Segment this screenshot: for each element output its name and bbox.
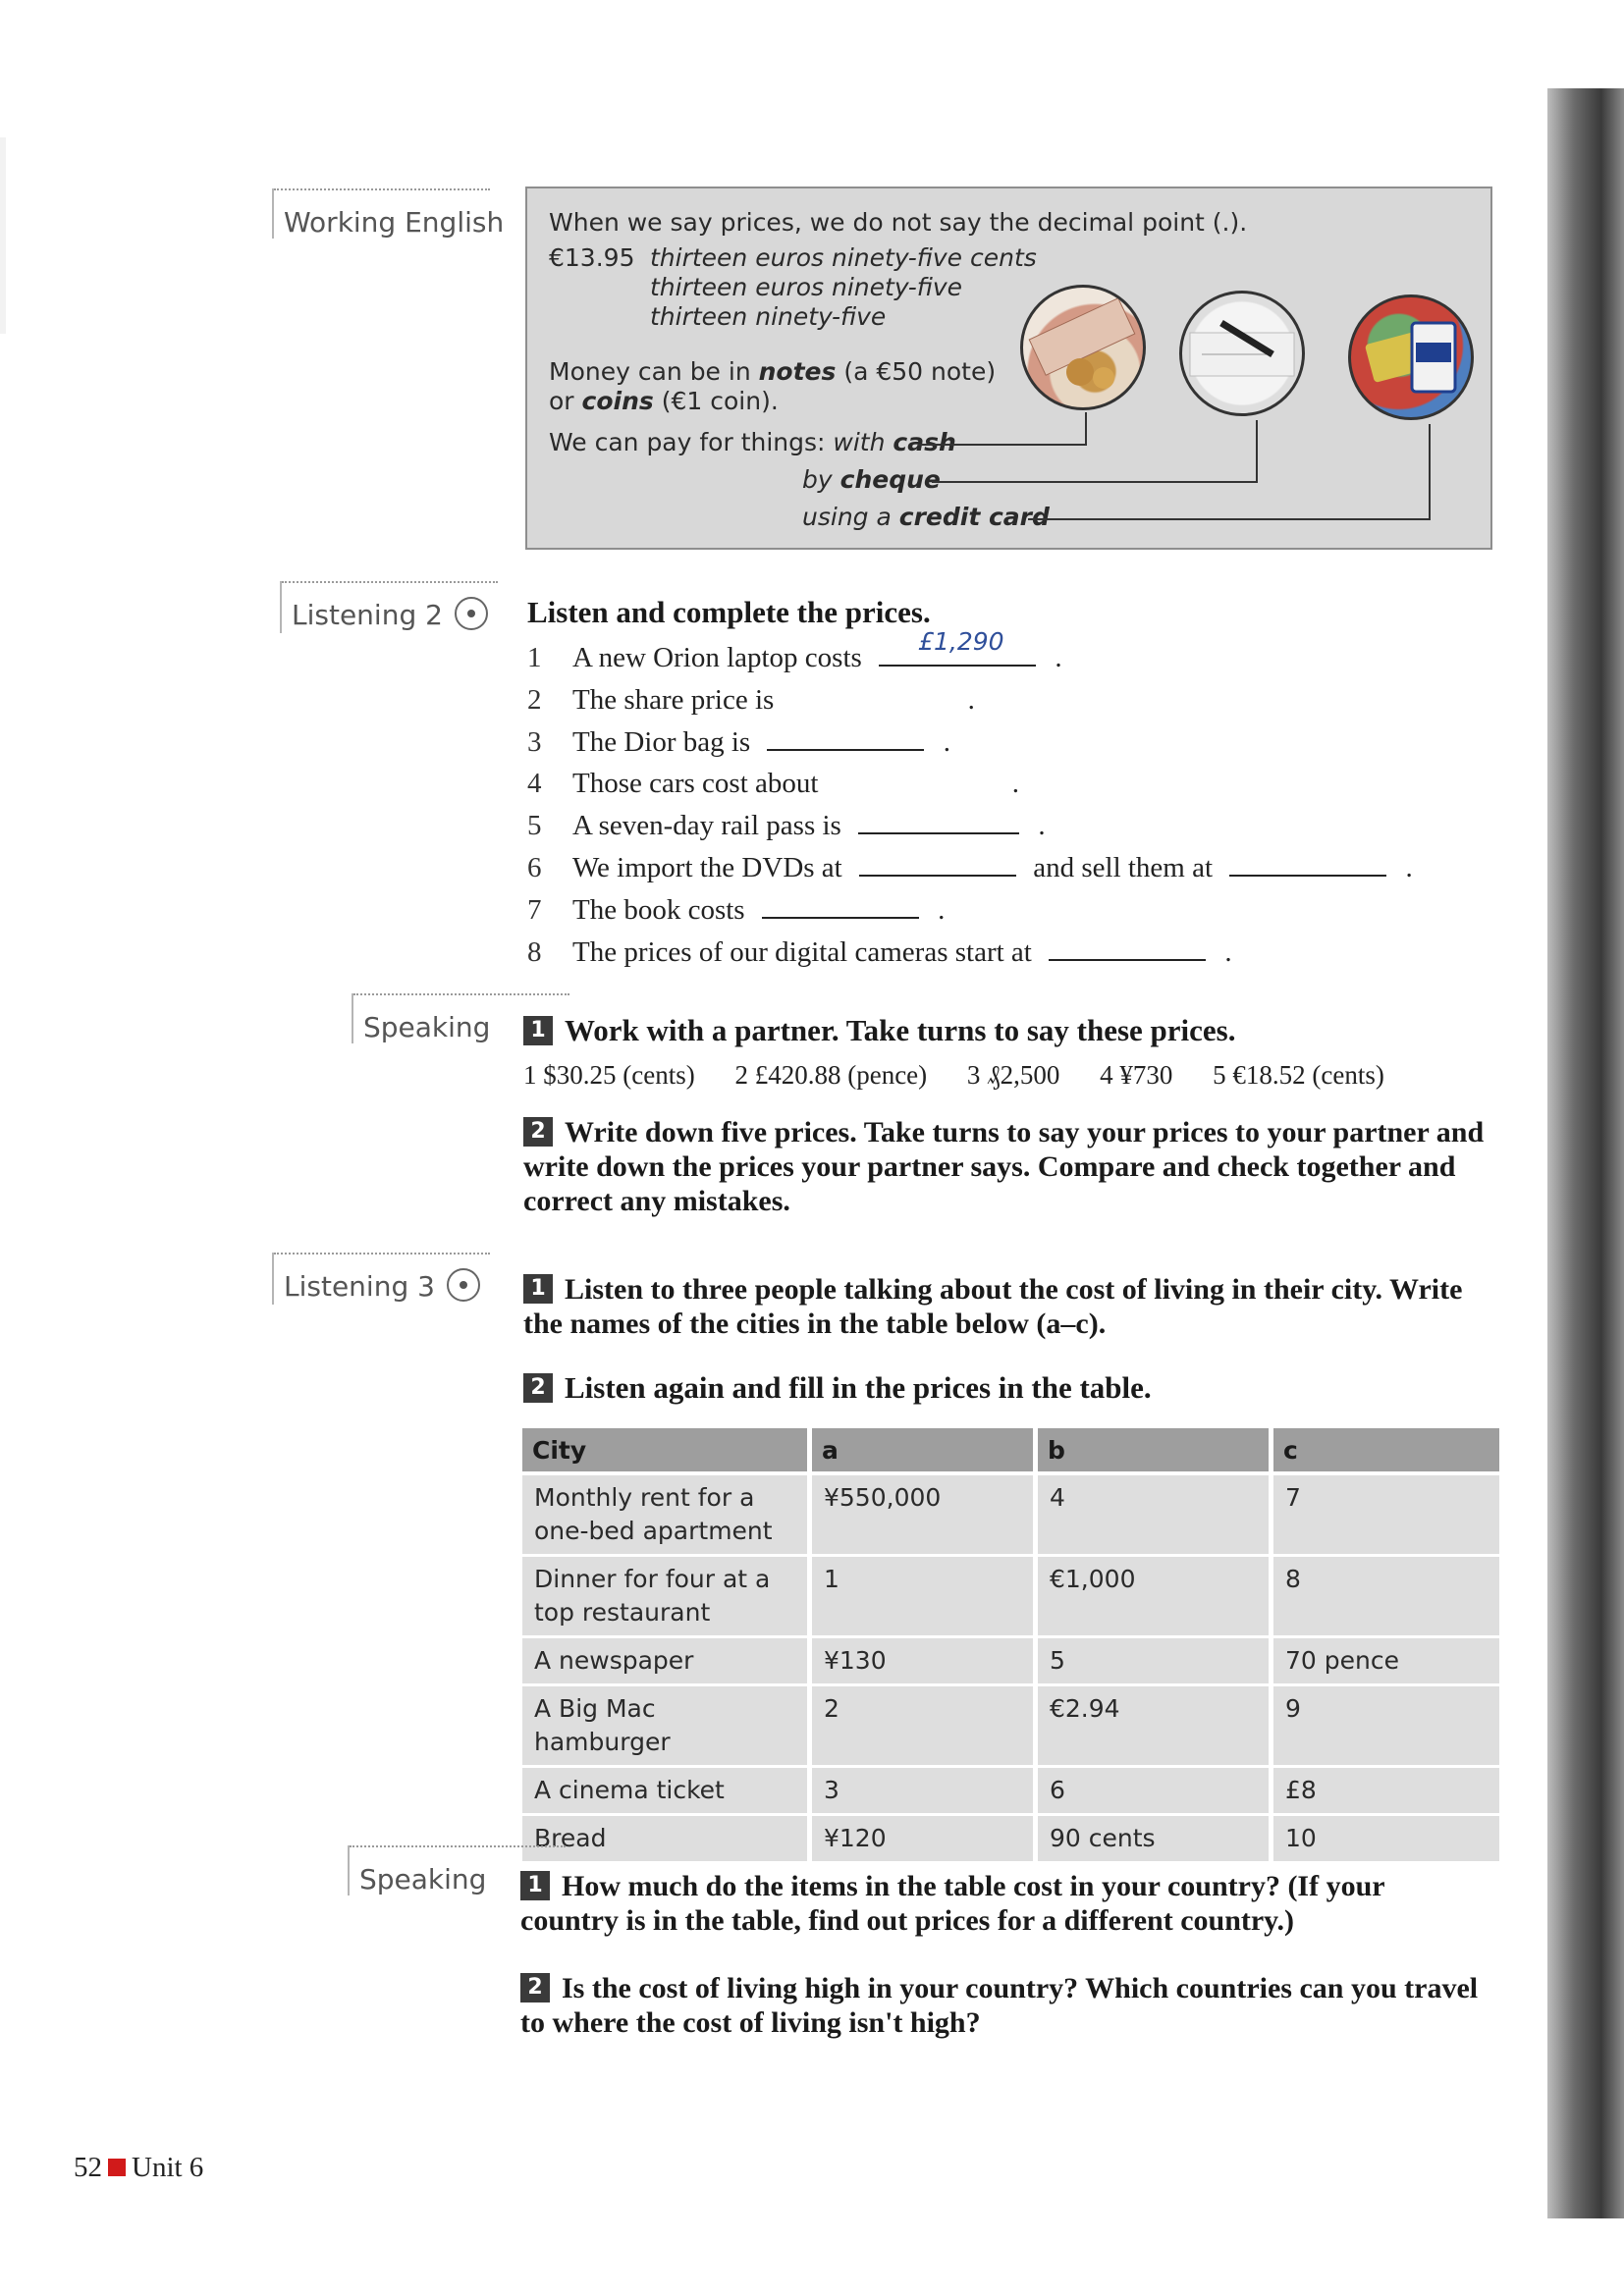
listening-3-exercise-2: 2 Listen again and fill in the prices in the table. [523, 1370, 1152, 1406]
unit-label: Unit 6 [132, 2152, 204, 2183]
table-header: c [1273, 1428, 1499, 1475]
listening-2-item: 1 A new Orion laptop costs £1,290 . [527, 627, 1062, 673]
pen-cheque-icon [1182, 294, 1302, 413]
credit-card-photo [1348, 294, 1474, 420]
we-pay-card: using a credit card [802, 503, 1050, 531]
we-price: €13.95 [549, 243, 635, 272]
price-item: 2 £420.88 (pence) [734, 1060, 928, 1090]
cash-photo [1020, 285, 1146, 410]
listening-2-item: 7 The book costs . [527, 894, 946, 926]
table-cell: 7 [1273, 1475, 1499, 1557]
working-english-box [525, 187, 1492, 550]
handwritten-answer: £1,290 [918, 627, 1004, 656]
table-cell: Monthly rent for a one-bed apartment [522, 1475, 807, 1557]
table-header: b [1038, 1428, 1269, 1475]
listening-2-item: 2 The share price is . [527, 684, 975, 716]
price-item: 4 ¥730 [1100, 1060, 1173, 1090]
listening-2-item: 8 The prices of our digital cameras start at . [527, 936, 1232, 968]
cash-leader-vertical [1085, 412, 1087, 446]
speaking-1-exercise-2: 2 Write down five prices. Take turns to say your prices to your partner and write down the prices your partner says. Compare and check together and correct any mistakes. [523, 1116, 1485, 1218]
cost-of-living-table [517, 1428, 1504, 1864]
table-cell: 4 [1038, 1475, 1269, 1557]
table-cell: ¥120 [812, 1816, 1033, 1864]
price-item: 1 $30.25 (cents) [523, 1060, 695, 1090]
speaking-1-label: Speaking [352, 993, 490, 1043]
we-say-1: thirteen euros ninety-five cents [650, 243, 1037, 272]
table-header: City [522, 1428, 807, 1475]
table-cell: €2.94 [1038, 1686, 1269, 1768]
book-spine-shadow [1547, 88, 1624, 2218]
answer-blank[interactable] [1049, 937, 1206, 961]
table-cell: A Big Mac hamburger [522, 1686, 807, 1768]
answer-blank[interactable] [1229, 853, 1386, 877]
table-cell: 3 [812, 1768, 1033, 1816]
speaking-1-exercise-1: 1 Work with a partner. Take turns to say these prices. [523, 1013, 1235, 1048]
table-cell: 90 cents [1038, 1816, 1269, 1864]
speaking-2-exercise-2: 2 Is the cost of living high in your country? Which countries can you travel to where the cost of living isn't high? [520, 1972, 1479, 2040]
table-row [522, 1768, 1499, 1816]
table-cell: ¥550,000 [812, 1475, 1033, 1557]
answer-blank[interactable] [767, 727, 924, 751]
price-item: 3 ₰2,500 [966, 1060, 1060, 1090]
cheque-leader-line [932, 481, 1256, 483]
table-cell: 1 [812, 1557, 1033, 1638]
table-row [522, 1475, 1499, 1557]
exercise-number-badge: 2 [520, 1973, 550, 2002]
table-row [522, 1638, 1499, 1686]
page-footer [74, 2152, 203, 2184]
listening-2-label: Listening 2 [280, 581, 488, 633]
listening-3-exercise-1: 1 Listen to three people talking about the cost of living in their city. Write the names of the cities in the table below (a–c). [523, 1273, 1463, 1341]
exercise-number-badge: 1 [523, 1274, 553, 1304]
we-coins-line: or coins (€1 coin). [549, 387, 779, 415]
exercise-number-badge: 1 [520, 1871, 550, 1900]
cheque-photo [1179, 291, 1305, 416]
speaking-2-label: Speaking [348, 1845, 486, 1896]
banknote-coins-icon [1023, 288, 1143, 407]
table-cell: ¥130 [812, 1638, 1033, 1686]
table-row [522, 1686, 1499, 1768]
listening-2-item: 3 The Dior bag is . [527, 726, 950, 758]
table-cell: 5 [1038, 1638, 1269, 1686]
exercise-number-badge: 2 [523, 1117, 553, 1147]
we-say-3: thirteen ninety-five [650, 302, 887, 331]
cheque-leader-vertical [1256, 420, 1258, 483]
card-leader-vertical [1429, 424, 1431, 520]
audio-cd-icon [447, 1268, 480, 1302]
we-money-line: Money can be in notes (a €50 note) [549, 357, 997, 386]
we-pay-cheque: by cheque [802, 465, 941, 494]
listening-2-title: Listen and complete the prices. [527, 595, 931, 629]
answer-blank[interactable] [859, 853, 1016, 877]
table-cell: 6 [1038, 1768, 1269, 1816]
table-cell: €1,000 [1038, 1557, 1269, 1638]
card-leader-line [1028, 518, 1429, 520]
table-header: a [812, 1428, 1033, 1475]
we-pay-cash: We can pay for things: with cash [549, 428, 956, 456]
credit-card-icon [1351, 297, 1471, 417]
page-edge [0, 137, 6, 334]
table-cell: 2 [812, 1686, 1033, 1768]
we-intro: When we say prices, we do not say the decimal point (.). [549, 208, 1248, 237]
listening-2-item: 5 A seven-day rail pass is . [527, 810, 1046, 841]
listening-2-item: 4 Those cars cost about . [527, 768, 1019, 799]
answer-blank[interactable] [879, 627, 1036, 667]
answer-blank[interactable] [858, 811, 1019, 834]
prices-list [523, 1060, 1418, 1091]
table-cell: A newspaper [522, 1638, 807, 1686]
speaking-2-exercise-1: 1 How much do the items in the table cost in your country? (If your country is in the table, find out prices for a different country.) [520, 1870, 1385, 1938]
audio-cd-icon [455, 597, 488, 630]
table-cell: £8 [1273, 1768, 1499, 1816]
table-cell: 70 pence [1273, 1638, 1499, 1686]
cash-leader-line [918, 444, 1085, 446]
table-row [522, 1557, 1499, 1638]
table-row [522, 1816, 1499, 1864]
table-cell: 10 [1273, 1816, 1499, 1864]
table-cell: 9 [1273, 1686, 1499, 1768]
exercise-number-badge: 2 [523, 1373, 553, 1403]
table-cell: A cinema ticket [522, 1768, 807, 1816]
page-number: 52 [74, 2152, 102, 2183]
working-english-label: Working English [272, 188, 504, 239]
red-square-marker [108, 2159, 126, 2176]
price-item: 5 €18.52 (cents) [1213, 1060, 1384, 1090]
listening-2-item: 6 We import the DVDs at and sell them at . [527, 852, 1413, 883]
table-cell: Dinner for four at a top restaurant [522, 1557, 807, 1638]
listening-3-label: Listening 3 [272, 1253, 480, 1305]
we-say-2: thirteen euros ninety-five [650, 273, 963, 301]
table-cell: Bread [522, 1816, 807, 1864]
table-cell: 8 [1273, 1557, 1499, 1638]
exercise-number-badge: 1 [523, 1016, 553, 1045]
table-header-row [522, 1428, 1499, 1475]
answer-blank[interactable] [762, 895, 919, 919]
